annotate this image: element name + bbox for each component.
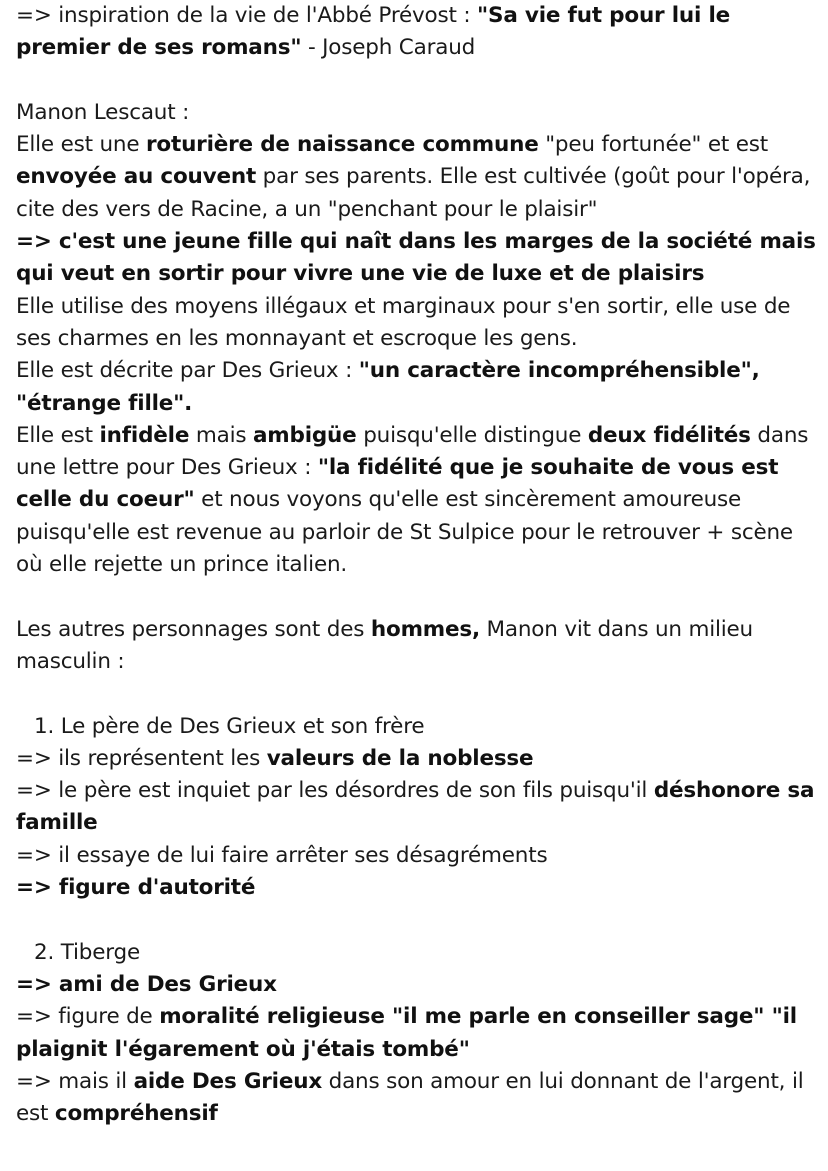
text-run: => figure de [16, 1004, 160, 1030]
manon-origin-paragraph [16, 129, 816, 226]
others-paragraph [16, 614, 816, 679]
bold-run: envoyée au couvent [16, 164, 257, 190]
bold-run: => c'est une jeune fille qui naît dans les marges de la société mais qui veut en sortir pour vivre une vie de luxe et de plaisirs [16, 229, 816, 287]
text-run: par ses parents. Elle est cultivée (goût pour l'opéra, cite des vers de Racine, a un "penchant pour le plaisir" [16, 164, 811, 222]
text-run: Elle est une [16, 132, 147, 158]
intro-quote: "Sa vie fut pour lui le premier de ses romans" [16, 3, 731, 61]
bold-run: => figure d'autorité [16, 875, 256, 901]
bold-run: "un caractère incompréhensible", "étrange fille". [16, 358, 760, 416]
bold-run: moralité religieuse "il me parle en conseiller sage" "il plaignit l'égarement où j'étais tombé" [16, 1004, 797, 1062]
manon-fidelity-paragraph [16, 420, 816, 581]
list-item-2-title: 2. Tiberge [34, 939, 141, 965]
manon-heading: Manon Lescaut : [16, 99, 190, 125]
text-run: Elle est [16, 422, 100, 448]
bold-run: "la fidélité que je souhaite de vous est celle du coeur" [16, 455, 779, 513]
bold-run: => ami de Des Grieux [16, 971, 277, 997]
bold-run: aide Des Grieux [133, 1068, 322, 1094]
text-run: puisqu'elle distingue [356, 422, 588, 448]
bold-run: deux fidélités [587, 422, 751, 448]
bold-run: compréhensif [54, 1101, 218, 1127]
text-run: dans une lettre pour Des Grieux : [16, 422, 809, 481]
spacer [16, 65, 816, 97]
text-run: et nous voyons qu'elle est sincèrement amoureuse puisqu'elle est revenue au parloir de St Sulpice pour le retrouver + scène où elle rejette un prince italien. [16, 487, 793, 578]
item1-line-2 [16, 775, 816, 840]
item2-line-1 [16, 969, 816, 1001]
bold-run: infidèle [99, 422, 190, 448]
text-run: => mais il [16, 1068, 134, 1094]
text-run: Les autres personnages sont des [16, 616, 371, 642]
text-run: => ils représentent les [16, 745, 267, 771]
bold-run: ambigüe [253, 422, 357, 448]
list-item-1-title: 1. Le père de Des Grieux et son frère [34, 713, 425, 739]
manon-description-paragraph [16, 355, 816, 420]
bold-run: hommes, [370, 616, 480, 642]
item2-line-3 [16, 1066, 816, 1131]
text-run: mais [189, 422, 253, 448]
intro-text: => inspiration de la vie de l'Abbé Prévost : [16, 3, 478, 28]
spacer [16, 678, 816, 710]
item1-line-4 [16, 872, 816, 904]
bold-run: valeurs de la noblesse [266, 745, 534, 771]
text-run: => le père est inquiet par les désordres de son fils puisqu'il [16, 778, 654, 804]
manon-means-paragraph: Elle utilise des moyens illégaux et marginaux pour s'en sortir, elle use de ses charmes en les monnayant et escroque les gens. [16, 293, 791, 351]
bold-run: déshonore sa famille [16, 778, 815, 836]
item1-line-1 [16, 743, 816, 775]
text-run: Manon vit dans un milieu masculin : [16, 616, 753, 674]
manon-conclusion [16, 226, 816, 291]
text-run: "peu fortunée" et est [538, 132, 769, 158]
document-body [16, 0, 816, 1130]
text-run: dans son amour en lui donnant de l'argent, il est [16, 1068, 804, 1127]
spacer [16, 581, 816, 613]
intro-paragraph [16, 0, 816, 65]
item2-line-2 [16, 1001, 816, 1066]
text-run: Elle est décrite par Des Grieux : [16, 358, 359, 384]
intro-author: - Joseph Caraud [301, 35, 476, 61]
bold-run: roturière de naissance commune [146, 132, 539, 158]
item1-line-3: => il essaye de lui faire arrêter ses désagréments [16, 842, 548, 868]
spacer [16, 904, 816, 936]
